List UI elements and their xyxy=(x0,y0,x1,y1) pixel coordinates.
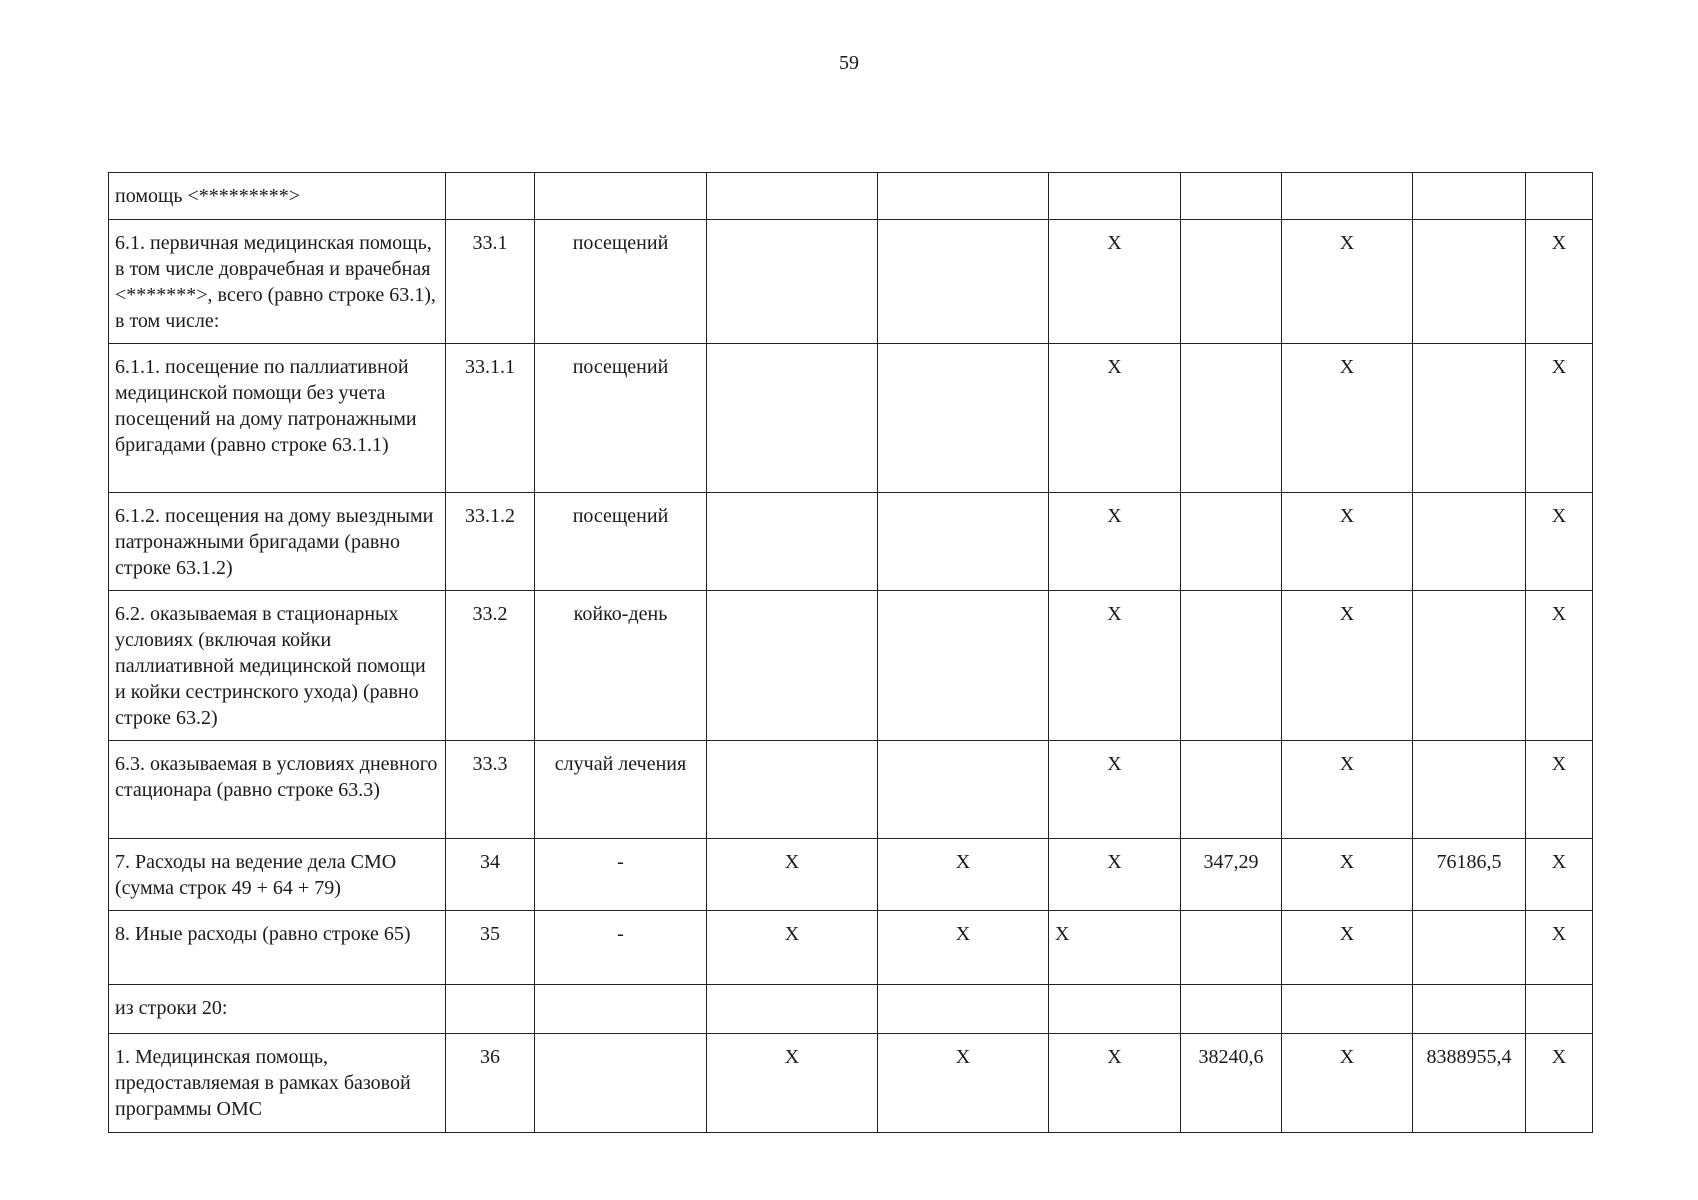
value-cell: X xyxy=(1049,911,1181,985)
value-cell xyxy=(1181,591,1282,741)
unit-cell xyxy=(535,1034,707,1133)
value-cell xyxy=(1413,220,1526,344)
value-cell xyxy=(1181,344,1282,493)
value-cell xyxy=(707,173,878,220)
value-cell xyxy=(1181,741,1282,839)
value-cell xyxy=(878,173,1049,220)
row-name: 7. Расходы на ведение дела СМО (сумма строк 49 + 64 + 79) xyxy=(109,839,446,911)
table-row xyxy=(109,911,1593,985)
line-code: 35 xyxy=(446,911,535,985)
value-cell: X xyxy=(1282,344,1413,493)
unit-cell: случай лечения xyxy=(535,741,707,839)
line-code: 33.1.2 xyxy=(446,493,535,591)
value-cell xyxy=(707,741,878,839)
value-cell: X xyxy=(1282,493,1413,591)
value-cell: X xyxy=(707,1034,878,1133)
value-cell: X xyxy=(707,911,878,985)
value-cell: X xyxy=(707,839,878,911)
value-cell xyxy=(707,493,878,591)
line-code: 33.2 xyxy=(446,591,535,741)
value-cell xyxy=(1181,173,1282,220)
value-cell: 347,29 xyxy=(1181,839,1282,911)
line-code: 33.3 xyxy=(446,741,535,839)
line-code: 33.1 xyxy=(446,220,535,344)
value-cell: X xyxy=(1282,741,1413,839)
value-cell: 76186,5 xyxy=(1413,839,1526,911)
value-cell: X xyxy=(1526,344,1593,493)
value-cell xyxy=(1413,985,1526,1034)
value-cell xyxy=(707,344,878,493)
row-name: помощь <*********> xyxy=(109,173,446,220)
value-cell: X xyxy=(1049,493,1181,591)
value-cell: 38240,6 xyxy=(1181,1034,1282,1133)
unit-cell: койко-день xyxy=(535,591,707,741)
table-row xyxy=(109,741,1593,839)
table-row xyxy=(109,839,1593,911)
unit-cell: - xyxy=(535,911,707,985)
row-name: 6.1.1. посещение по паллиативной медицинской помощи без учета посещений на дому патронажными бригадами (равно строке 63.1.1) xyxy=(109,344,446,493)
value-cell xyxy=(878,493,1049,591)
line-code: 34 xyxy=(446,839,535,911)
unit-cell xyxy=(535,173,707,220)
value-cell: X xyxy=(1526,1034,1593,1133)
value-cell: X xyxy=(1049,741,1181,839)
value-cell: X xyxy=(1282,220,1413,344)
row-name: 6.2. оказываемая в стационарных условиях (включая койки паллиативной медицинской помощи и койки сестринского ухода) (равно строке 63.2) xyxy=(109,591,446,741)
line-code: 36 xyxy=(446,1034,535,1133)
row-name: из строки 20: xyxy=(109,985,446,1034)
value-cell xyxy=(878,220,1049,344)
unit-cell: посещений xyxy=(535,220,707,344)
line-code xyxy=(446,173,535,220)
value-cell: X xyxy=(878,911,1049,985)
value-cell xyxy=(1282,173,1413,220)
value-cell xyxy=(1181,493,1282,591)
row-name: 6.1. первичная медицинская помощь, в том числе доврачебная и врачебная <*******>, всего (равно строке 63.1), в том числе: xyxy=(109,220,446,344)
value-cell: X xyxy=(1049,344,1181,493)
page-number: 59 xyxy=(839,52,859,74)
value-cell: X xyxy=(1526,493,1593,591)
value-cell: X xyxy=(1526,220,1593,344)
value-cell: X xyxy=(1526,911,1593,985)
table-row xyxy=(109,1034,1593,1133)
table-row xyxy=(109,344,1593,493)
unit-cell xyxy=(535,985,707,1034)
value-cell xyxy=(1181,911,1282,985)
value-cell: X xyxy=(1526,839,1593,911)
value-cell: X xyxy=(1282,1034,1413,1133)
value-cell xyxy=(1282,985,1413,1034)
row-name: 1. Медицинская помощь, предоставляемая в рамках базовой программы ОМС xyxy=(109,1034,446,1133)
table-row xyxy=(109,220,1593,344)
value-cell xyxy=(1413,493,1526,591)
value-cell xyxy=(1181,220,1282,344)
value-cell xyxy=(878,985,1049,1034)
value-cell xyxy=(878,344,1049,493)
value-cell xyxy=(1181,985,1282,1034)
value-cell: X xyxy=(1526,741,1593,839)
value-cell: X xyxy=(1282,839,1413,911)
value-cell xyxy=(1413,591,1526,741)
value-cell: X xyxy=(1049,220,1181,344)
value-cell: X xyxy=(1282,591,1413,741)
value-cell xyxy=(1413,911,1526,985)
value-cell: X xyxy=(1282,911,1413,985)
table-row xyxy=(109,985,1593,1034)
value-cell: X xyxy=(878,1034,1049,1133)
unit-cell: - xyxy=(535,839,707,911)
value-cell: X xyxy=(1526,591,1593,741)
unit-cell: посещений xyxy=(535,493,707,591)
value-cell xyxy=(707,220,878,344)
value-cell xyxy=(707,591,878,741)
table-row xyxy=(109,493,1593,591)
value-cell: 8388955,4 xyxy=(1413,1034,1526,1133)
value-cell xyxy=(1413,741,1526,839)
row-name: 8. Иные расходы (равно строке 65) xyxy=(109,911,446,985)
value-cell: X xyxy=(1049,1034,1181,1133)
value-cell xyxy=(1413,173,1526,220)
row-name: 6.1.2. посещения на дому выездными патронажными бригадами (равно строке 63.1.2) xyxy=(109,493,446,591)
financing-table xyxy=(108,172,1593,1133)
value-cell xyxy=(1049,985,1181,1034)
unit-cell: посещений xyxy=(535,344,707,493)
table-row xyxy=(109,591,1593,741)
value-cell xyxy=(1526,985,1593,1034)
line-code: 33.1.1 xyxy=(446,344,535,493)
value-cell xyxy=(707,985,878,1034)
value-cell xyxy=(1049,173,1181,220)
row-name: 6.3. оказываемая в условиях дневного стационара (равно строке 63.3) xyxy=(109,741,446,839)
value-cell xyxy=(878,591,1049,741)
value-cell: X xyxy=(1049,839,1181,911)
value-cell: X xyxy=(878,839,1049,911)
value-cell xyxy=(1413,344,1526,493)
line-code xyxy=(446,985,535,1034)
value-cell xyxy=(1526,173,1593,220)
value-cell: X xyxy=(1049,591,1181,741)
value-cell xyxy=(878,741,1049,839)
table-row xyxy=(109,173,1593,220)
